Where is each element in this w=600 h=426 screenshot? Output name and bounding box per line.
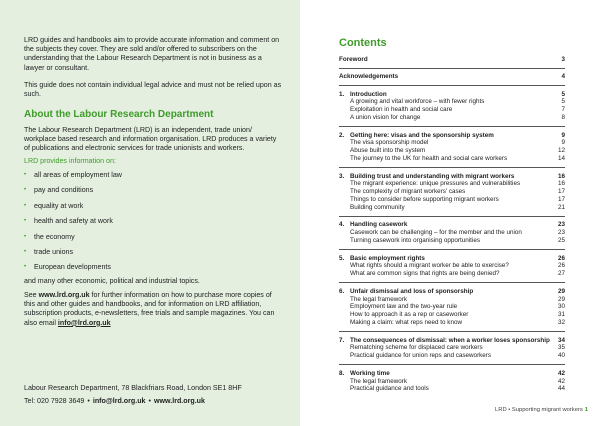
toc-page-number: 8: [561, 114, 565, 122]
toc-entry-title: Practical guidance for union reps and caseworkers: [350, 352, 492, 360]
toc-page-number: 34: [557, 336, 565, 344]
toc-page-number: 26: [557, 254, 565, 262]
separator-dot: •: [148, 397, 151, 405]
toc-entry-title: Making a claim: what reps need to know: [350, 319, 463, 327]
see-paragraph: [24, 291, 282, 328]
toc-page-number: 7: [561, 106, 565, 114]
bullet-icon: •: [24, 172, 27, 178]
toc-page-number: 9: [561, 139, 565, 147]
topic-label: pay and conditions: [34, 186, 94, 195]
toc-subsection[interactable]: [339, 237, 565, 245]
toc-divider: [339, 126, 565, 127]
topic-label: European developments: [34, 263, 111, 272]
toc-subsection[interactable]: [339, 296, 565, 304]
toc-subsection[interactable]: [339, 114, 565, 122]
contact-line: [24, 397, 205, 405]
toc-divider: [339, 68, 565, 69]
toc-entry-title: Introduction: [350, 90, 387, 98]
toc-entry-title: Working time: [350, 369, 390, 377]
toc-entry-title: Employment law and the two-year rule: [350, 303, 458, 311]
topics-line: and many other economic, political and industrial topics.: [24, 277, 200, 285]
toc-foreword[interactable]: [339, 56, 565, 64]
toc-chapter[interactable]: [339, 255, 565, 263]
toc-subsection[interactable]: [339, 270, 565, 278]
toc-entry-title: Getting here: visas and the sponsorship system: [350, 131, 494, 139]
toc-divider: [339, 282, 565, 283]
toc-subsection[interactable]: [339, 188, 565, 196]
telephone: Tel: 020 7928 3649: [24, 397, 85, 405]
toc-entry-title: Building community: [350, 204, 405, 212]
toc-divider: [339, 85, 565, 86]
see-email-link[interactable]: info@lrd.org.uk: [57, 318, 111, 327]
toc-subsection[interactable]: [339, 204, 565, 212]
toc-divider: [339, 364, 565, 365]
toc-subsection[interactable]: [339, 303, 565, 311]
advice-text: This guide does not contain individual legal advice and must not be relied upon as such.: [24, 81, 282, 99]
toc-page-number: 42: [557, 369, 565, 377]
separator-dot: •: [87, 397, 90, 405]
chapter-number: 8.: [339, 369, 345, 377]
page-footer: [495, 407, 588, 413]
toc-entry-title: Exploitation in health and social care: [350, 106, 453, 114]
toc-subsection[interactable]: [339, 229, 565, 237]
toc-page-number: 27: [557, 270, 565, 278]
bullet-icon: •: [24, 218, 27, 225]
toc-entry-title: Unfair dismissal and loss of sponsorship: [350, 287, 474, 295]
toc-entry-title: The legal framework: [350, 377, 408, 385]
toc-entry-title: Basic employment rights: [350, 254, 425, 262]
toc-divider: [339, 331, 565, 332]
toc-entry-title: The legal framework: [350, 295, 408, 303]
about-heading: About the Labour Research Department: [24, 109, 214, 120]
toc-chapter[interactable]: [339, 288, 565, 296]
toc-subsection[interactable]: [339, 147, 565, 155]
toc-page-number: 3: [561, 56, 565, 63]
toc-entry-title: A union vision for change: [350, 114, 421, 122]
toc-chapter[interactable]: [339, 337, 565, 345]
topic-label: the economy: [34, 232, 75, 241]
topic-label: health and safety at work: [34, 217, 113, 226]
toc-subsection[interactable]: [339, 378, 565, 386]
toc-page-number: 21: [557, 204, 565, 212]
toc-chapter[interactable]: [339, 91, 565, 99]
toc-entry-title: How to approach it as a rep or caseworker: [350, 311, 469, 319]
table-of-contents: [339, 56, 565, 393]
toc-entry-title: What are common signs that rights are being denied?: [350, 270, 500, 278]
toc-page-number: 16: [557, 172, 565, 180]
bullet-icon: •: [24, 248, 27, 255]
see-text-1: See: [24, 291, 39, 299]
toc-page-number: 32: [557, 319, 565, 327]
chapter-number: 2.: [339, 131, 345, 139]
bullet-icon: •: [24, 202, 27, 209]
toc-divider: [339, 249, 565, 250]
toc-entry-title: Turning casework into organising opportunities: [350, 237, 480, 245]
toc-page-number: 17: [557, 188, 565, 196]
topic-item: [24, 202, 122, 217]
toc-page-number: 35: [557, 344, 565, 352]
toc-entry-title: Things to consider before supporting migrant workers: [350, 196, 499, 204]
toc-page-number: 23: [557, 229, 565, 237]
toc-divider: [339, 167, 565, 168]
toc-page-number: 5: [561, 90, 565, 98]
toc-page-number: 23: [557, 221, 565, 229]
toc-subsection[interactable]: [339, 139, 565, 147]
toc-divider: [339, 216, 565, 217]
toc-page-number: 26: [557, 262, 565, 270]
chapter-number: 1.: [339, 90, 345, 98]
toc-page-number: 14: [557, 155, 565, 163]
toc-page-number: 31: [557, 311, 565, 319]
toc-acknowledgements[interactable]: [339, 73, 565, 81]
toc-entry-title: Acknowledgements: [339, 73, 399, 81]
toc-page-number: 44: [557, 385, 565, 393]
see-text-2: for further information on how to purchase more copies of this and other guides and handbooks, and for information on LRD affiliation, subscription products, e-newsletters, free trials and sample magazines. You can also email: [24, 291, 275, 327]
bullet-icon: •: [24, 233, 27, 240]
toc-page-number: 40: [557, 352, 565, 360]
toc-chapter[interactable]: [339, 370, 565, 378]
toc-subsection[interactable]: [339, 385, 565, 393]
toc-page-number: 16: [557, 180, 565, 188]
toc-entry-title: Rematching scheme for displaced care workers: [350, 344, 483, 352]
topic-item: [24, 186, 122, 201]
toc-page-number: 42: [557, 377, 565, 385]
toc-page-number: 9: [561, 131, 565, 139]
page-number: 1: [584, 407, 588, 413]
toc-chapter[interactable]: [339, 173, 565, 181]
toc-page-number: 25: [557, 237, 565, 245]
toc-subsection[interactable]: [339, 106, 565, 114]
about-text: The Labour Research Department (LRD) is an independent, trade union/ workplace based research and information organisation. LRD produces a variety of publications and electronic services for trade unionists and workers.: [24, 126, 277, 153]
chapter-number: 3.: [339, 172, 345, 180]
provides-heading: LRD provides information on:: [24, 157, 116, 165]
toc-entry-title: The migrant experience: unique pressures and vulnerabilities: [350, 180, 521, 188]
toc-entry-title: The visa sponsorship model: [350, 139, 429, 147]
email-link[interactable]: info@lrd.org.uk: [92, 397, 146, 405]
bullet-icon: •: [24, 187, 27, 194]
toc-page-number: 17: [557, 196, 565, 204]
toc-entry-title: What rights should a migrant worker be able to exercise?: [350, 262, 509, 270]
chapter-number: 5.: [339, 254, 345, 262]
toc-page-number: 30: [557, 303, 565, 311]
toc-chapter[interactable]: [339, 221, 565, 229]
toc-entry-title: Handling casework: [350, 221, 408, 229]
toc-subsection[interactable]: [339, 196, 565, 204]
chapter-number: 6.: [339, 287, 345, 295]
footer-text: LRD • Supporting migrant workers: [495, 407, 583, 413]
toc-chapter[interactable]: [339, 132, 565, 140]
toc-entry-title: Abuse built into the system: [350, 147, 426, 155]
topic-item: [24, 217, 122, 232]
disclaimer-text: LRD guides and handbooks aim to provide accurate information and comment on the subjects they cover. They are sold and/or offered to subscribers on the understanding that the Labour Research Department is not in business as a lawyer or consultant.: [24, 36, 280, 72]
topic-label: trade unions: [34, 247, 74, 256]
bullet-icon: •: [24, 264, 27, 271]
toc-subsection[interactable]: [339, 352, 565, 360]
toc-entry-title: Practical guidance and tools: [350, 385, 429, 393]
contents-title: Contents: [339, 37, 387, 49]
toc-subsection[interactable]: [339, 311, 565, 319]
chapter-number: 7.: [339, 336, 345, 344]
topic-item: [24, 171, 122, 186]
toc-entry-title: A growing and vital workforce – with fewer rights: [350, 98, 485, 106]
chapter-number: 4.: [339, 221, 345, 229]
toc-page-number: 29: [557, 295, 565, 303]
toc-subsection[interactable]: [339, 319, 565, 327]
toc-subsection[interactable]: [339, 344, 565, 352]
website-link[interactable]: www.lrd.org.uk: [153, 397, 205, 405]
toc-entry-title: The journey to the UK for health and social care workers: [350, 155, 508, 163]
topic-item: [24, 248, 122, 263]
toc-page-number: 5: [561, 98, 565, 106]
toc-subsection[interactable]: [339, 98, 565, 106]
toc-subsection[interactable]: [339, 262, 565, 270]
toc-entry-title: The complexity of migrant workers' cases: [350, 188, 466, 196]
toc-page-number: 29: [557, 287, 565, 295]
toc-page-number: 4: [561, 73, 565, 81]
topic-label: equality at work: [34, 201, 84, 210]
address: Labour Research Department, 78 Blackfriars Road, London SE1 8HF: [24, 384, 242, 392]
toc-subsection[interactable]: [339, 155, 565, 163]
toc-entry-title: Foreword: [339, 56, 368, 63]
toc-entry-title: Building trust and understanding with migrant workers: [350, 172, 515, 180]
toc-page-number: 12: [557, 147, 565, 155]
topics-list: [24, 171, 122, 279]
see-website-link[interactable]: www.lrd.org.uk: [38, 291, 90, 299]
toc-entry-title: Casework can be challenging – for the member and the union: [350, 229, 522, 237]
toc-subsection[interactable]: [339, 180, 565, 188]
topic-label: all areas of employment law: [34, 171, 122, 179]
toc-entry-title: The consequences of dismissal: when a worker loses sponsorship: [350, 336, 550, 344]
topic-item: [24, 233, 122, 248]
